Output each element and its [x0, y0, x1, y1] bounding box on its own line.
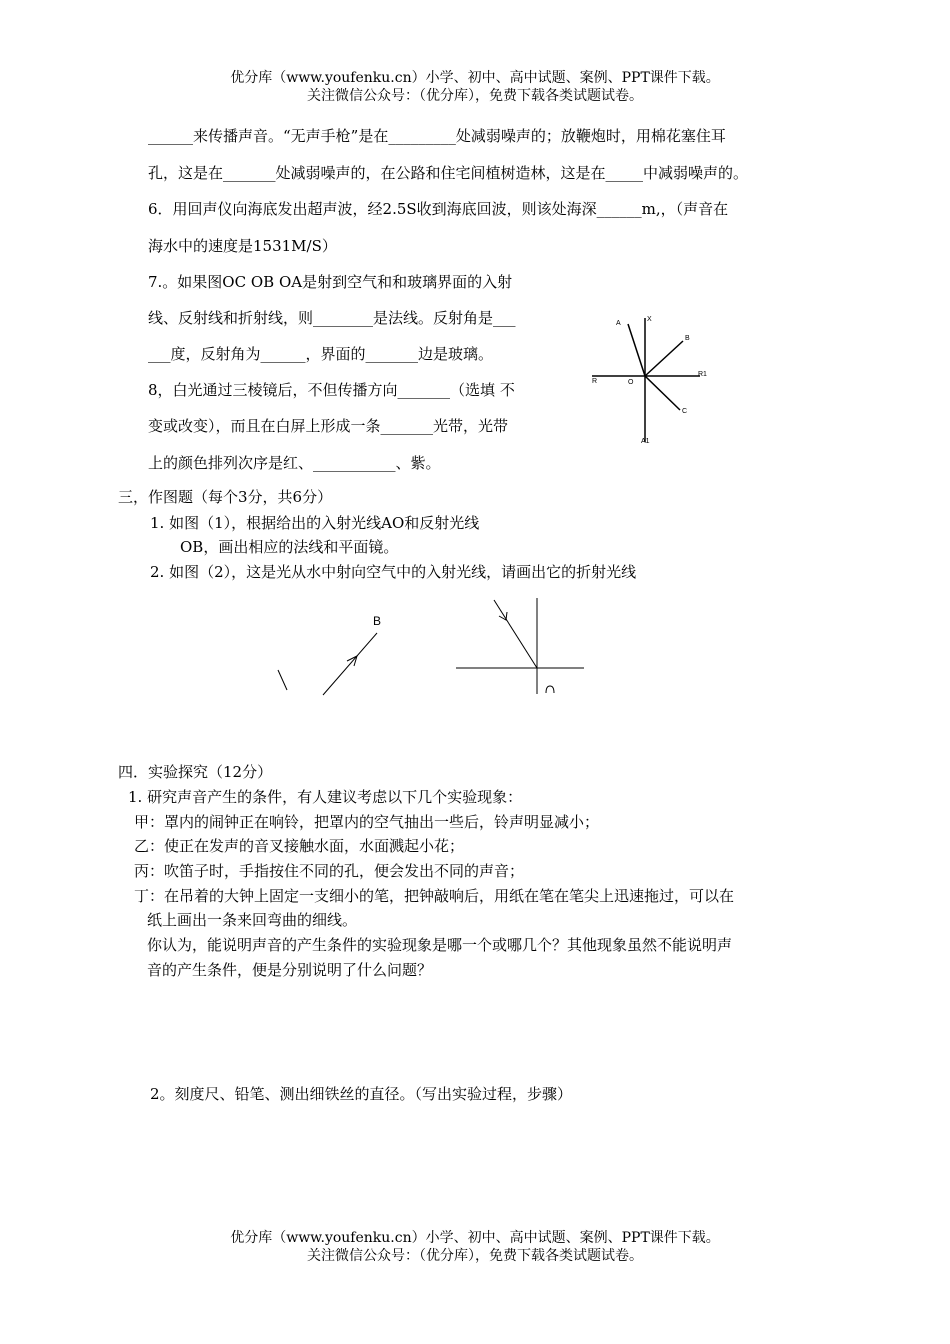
s4-item-bing: 丙：吹笛子时，手指按住不同的孔，便会发出不同的声音； — [134, 862, 525, 880]
q6-line-2: 海水中的速度是1531M/S） — [148, 237, 337, 255]
q5-line-2: 孔，这是在_______处减弱噪声的，在公路和住宅间植树造林，这是在_____中减弱噪声的。 — [148, 164, 749, 182]
s4-item-ding-1: 丁：在吊着的大钟上固定一支细小的笔，把钟敲响后，用纸在笔在笔尖上迅速拖过，可以在 — [134, 887, 735, 905]
header-line-1: 优分库（www.youfenku.cn）小学、初中、高中试题、案例、PPT课件下载。 — [230, 70, 720, 86]
fig7-label-a: A — [616, 320, 621, 327]
s3-q1-line-1: 1. 如图（1），根据给出的入射光线AO和反射光线 — [150, 514, 480, 532]
s3-q2-line-1: 2. 如图（2），这是光从水中射向空气中的入射光线，请画出它的折射光线 — [150, 563, 637, 581]
footer-line-1: 优分库（www.youfenku.cn）小学、初中、高中试题、案例、PPT课件下载。 — [230, 1230, 720, 1246]
fig7-label-a1: A1 — [641, 438, 650, 445]
fig7-label-r1: R1 — [698, 371, 707, 378]
s4-question-2: 音的产生条件，便是分别说明了什么问题？ — [147, 961, 433, 979]
fig7-label-c: C — [682, 408, 688, 415]
fig7-label-b: B — [685, 335, 690, 342]
fig1-label-b: B — [373, 614, 382, 628]
q8-line-3: 上的颜色排列次序是红、___________、紫。 — [148, 454, 441, 472]
footer-line-2: 关注微信公众号：（优分库），免费下载各类试题试卷。 — [307, 1248, 643, 1264]
s4-item-ding-2: 纸上画出一条来回弯曲的细线。 — [147, 911, 358, 929]
s3-q1-line-2: OB，画出相应的法线和平面镜。 — [180, 538, 399, 556]
s4-q2: 2。刻度尺、铅笔、测出细铁丝的直径。（写出实验过程，步骤） — [150, 1085, 573, 1103]
header-line-2: 关注微信公众号：（优分库），免费下载各类试题试卷。 — [307, 88, 643, 104]
q8-line-1: 8，白光通过三棱镜后，不但传播方向_______（选填 不 — [148, 381, 515, 399]
q7-line-3: ___度，反射角为______，界面的_______边是玻璃。 — [148, 345, 494, 363]
q6-line-1: 6．用回声仪向海底发出超声波，经2.5S收到海底回波，则该处海深______m,，（声音在 — [148, 200, 729, 218]
section4-title: 四．实验探究（12分） — [118, 763, 273, 781]
section3-title: 三，作图题（每个3分，共6分） — [118, 488, 333, 506]
q7-line-2: 线、反射线和折射线，则________是法线。反射角是___ — [148, 309, 516, 327]
s4-item-yi: 乙：使正在发声的音叉接触水面，水面溅起小花； — [134, 837, 465, 855]
s4-q1-intro: 1. 研究声音产生的条件，有人建议考虑以下几个实验现象： — [128, 788, 523, 806]
s4-question-1: 你认为，能说明声音的产生条件的实验现象是哪一个或哪几个？其他现象虽然不能说明声 — [147, 936, 733, 954]
q8-line-2: 变或改变），而且在白屏上形成一条_______光带，光带 — [148, 417, 509, 435]
fig7-label-r: R — [592, 378, 598, 385]
q7-line-1: 7.。如果图OC OB OA是射到空气和和玻璃界面的入射 — [148, 273, 513, 291]
q5-line-1: ______来传播声音。“无声手枪”是在_________处减弱噪声的；放鞭炮时，用棉花塞住耳 — [148, 127, 726, 145]
s4-item-jia: 甲：罩内的闹钟正在响铃，把罩内的空气抽出一些后，铃声明显减小； — [134, 813, 600, 831]
fig7-label-x: X — [647, 316, 652, 323]
fig7-label-o: O — [628, 379, 634, 386]
